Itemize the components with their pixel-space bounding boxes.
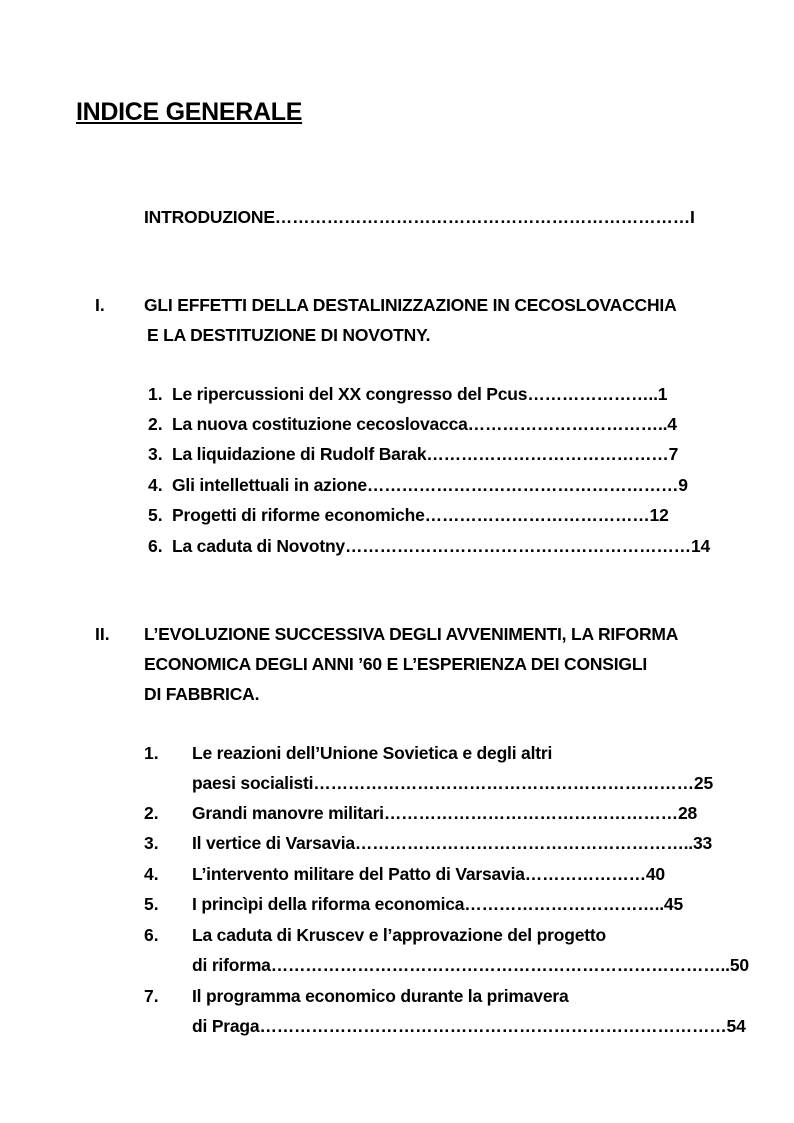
chapter-1-heading-line-2: E LA DESTITUZIONE DI NOVOTNY. [147, 325, 431, 345]
chapter-1-number: I. [95, 295, 105, 315]
chapter-2-section-6-line-1: La caduta di Kruscev e l’approvazione del progetto [192, 925, 606, 945]
chapter-2-section-3-number: 3. [144, 833, 159, 853]
chapter-2-section-4-number: 4. [144, 864, 159, 884]
chapter-1-section-5: Progetti di riforme economiche…………………………………12 [172, 505, 669, 525]
chapter-1-section-1-number: 1. [148, 384, 163, 404]
chapter-2-section-7-line-2: di Praga………………………………………………………………………54 [192, 1016, 746, 1036]
chapter-2-heading-line-1: L’EVOLUZIONE SUCCESSIVA DEGLI AVVENIMENTI, LA RIFORMA [144, 624, 679, 644]
chapter-2-section-4: L’intervento militare del Patto di Varsavia…………………40 [192, 864, 665, 884]
chapter-2-section-2-number: 2. [144, 803, 159, 823]
chapter-2-section-1-line-1: Le reazioni dell’Unione Sovietica e degli altri [192, 743, 553, 763]
chapter-2-number: II. [95, 624, 110, 644]
chapter-1-section-3-number: 3. [148, 444, 163, 464]
chapter-2-section-7-line-1: Il programma economico durante la primavera [192, 986, 569, 1006]
chapter-2-section-5-number: 5. [144, 894, 159, 914]
chapter-1-section-2: La nuova costituzione cecoslovacca……………………………..4 [172, 414, 677, 434]
chapter-2-heading-line-2: ECONOMICA DEGLI ANNI ’60 E L’ESPERIENZA DEI CONSIGLI [144, 654, 647, 674]
chapter-2-section-1-number: 1. [144, 743, 159, 763]
chapter-2-section-3: Il vertice di Varsavia…………………………………………………..33 [192, 833, 713, 853]
chapter-1-section-6-number: 6. [148, 536, 163, 556]
chapter-1-section-4-number: 4. [148, 475, 163, 495]
chapter-2-section-6-line-2: di riforma……………………………………………………………………..50 [192, 955, 749, 975]
chapter-1-section-1: Le ripercussioni del XX congresso del Pcus…………………..1 [172, 384, 668, 404]
toc-introduction: INTRODUZIONE………………………………………………………………I [144, 207, 695, 227]
chapter-1-section-4: Gli intellettuali in azione………………………………………………9 [172, 475, 688, 495]
chapter-2-section-7-number: 7. [144, 986, 159, 1006]
chapter-2-heading-line-3: DI FABBRICA. [144, 684, 260, 704]
chapter-1-section-6: La caduta di Novotny……………………………………………………14 [172, 536, 711, 556]
chapter-1-section-3: La liquidazione di Rudolf Barak……………………………………7 [172, 444, 679, 464]
page-title: INDICE GENERALE [76, 98, 303, 126]
chapter-2-section-1-line-2: paesi socialisti…………………………………………………………25 [192, 773, 713, 793]
chapter-2-section-2: Grandi manovre militari……………………………………………28 [192, 803, 698, 823]
chapter-2-section-5: I princìpi della riforma economica……………………………..45 [192, 894, 683, 914]
chapter-1-section-5-number: 5. [148, 505, 163, 525]
chapter-1-heading-line-1: GLI EFFETTI DELLA DESTALINIZZAZIONE IN CECOSLOVACCHIA [144, 295, 677, 315]
chapter-1-section-2-number: 2. [148, 414, 163, 434]
chapter-2-section-6-number: 6. [144, 925, 159, 945]
